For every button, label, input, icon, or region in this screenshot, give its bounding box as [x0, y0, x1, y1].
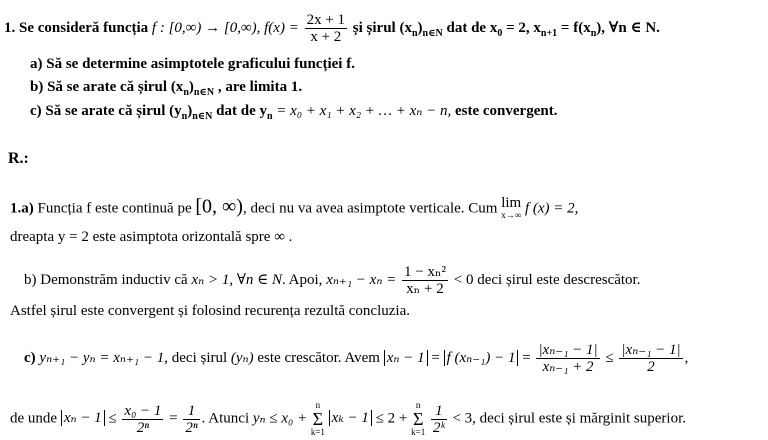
solution-c-comma: , [684, 349, 689, 366]
solution-a-interval: [0, ∞) [195, 195, 243, 218]
solution-a-line-2-text: dreapta y = 2 este asimptota orizontală spre ∞ . [10, 229, 293, 245]
solution-d-y: yₙ ≤ x₀ + [252, 410, 308, 427]
sum-2-sigma: Σ [412, 409, 424, 429]
solution-c-eq-1: = [431, 349, 440, 366]
solution-c-numerator-1: |xₙ₋₁ − 1| [538, 342, 598, 358]
subpoint-a-text: a) Să se determine asimptotele graficului funcției f. [30, 56, 355, 72]
solution-b-denominator: xₙ + 2 [406, 281, 444, 297]
sum-operator-2 [411, 400, 425, 438]
solution-b-inequality: xₙ > 1, ∀n ∈ N [191, 271, 282, 288]
function-denominator: x + 2 [310, 29, 342, 45]
solution-c-expression: yₙ₊₁ − yₙ = xₙ₊₁ − 1 [39, 349, 165, 366]
recurrence-sub: n+1 [540, 27, 558, 39]
sum-operator-1 [311, 400, 325, 438]
solution-d-numerator-2: 1 [183, 403, 199, 420]
solution-d-numerator-3: 1 [431, 403, 447, 420]
sequence-subset: n∈N [422, 27, 443, 39]
solution-b-text-2: . Apoi, [282, 271, 323, 288]
solution-d-denominator-2: 2ⁿ [185, 419, 198, 436]
subpoint-b-end: , are limita 1. [217, 79, 303, 95]
solution-c-fraction-1 [536, 342, 599, 375]
solution-c-line [24, 342, 688, 375]
solution-b-text-1: b) Demonstrăm inductiv că [24, 271, 188, 288]
sequence-text: și șirul (x [352, 19, 412, 36]
subpoint-c-label: c) Să se arate că șirul (y [30, 103, 182, 119]
solution-d-eq: = [169, 410, 178, 427]
subpoint-b-subset: n∈N [193, 87, 215, 98]
limit-under: x→∞ [501, 210, 522, 220]
sum-1-top: n [315, 400, 321, 410]
solution-d-numerator-1: x₀ − 1 [124, 402, 162, 419]
limit-text: lim [501, 195, 522, 211]
solution-b-line-2-text: Astfel șirul este convergent și folosind recurența rezultă concluzia. [10, 303, 410, 319]
sum-1-bottom: k=1 [310, 427, 325, 437]
sum-2-bottom: k=1 [411, 427, 426, 437]
solution-d-text-3: , deci șirul este și mărginit superior. [472, 410, 687, 427]
solution-d-lt: < 3 [452, 410, 473, 427]
solution-d-text-2: . Atunci [201, 410, 250, 427]
solution-a-line-1 [10, 197, 578, 221]
solution-c-eq-2: = [522, 349, 531, 366]
solution-a-prefix: 1.a) [10, 200, 34, 217]
subpoint-c-mid: dat de y [216, 103, 267, 119]
solution-b-text-3: < 0 deci șirul este descrescător. [453, 271, 641, 288]
solution-d-le-2: ≤ 2 + [375, 410, 408, 427]
solution-c-fraction-2 [619, 342, 682, 375]
solution-b-line-1 [24, 264, 640, 297]
solution-c-abs-2: f (xₙ₋₁) − 1 [444, 350, 519, 366]
given-text: dat de x [446, 19, 498, 36]
solution-c-sequence: (yₙ) [230, 349, 254, 366]
subpoint-a [30, 55, 355, 73]
solution-c-denominator-2: 2 [647, 359, 655, 375]
subpoint-b-label: b) Să se arate că șirul (x [30, 79, 184, 95]
solution-b-fraction [402, 264, 448, 297]
solution-d-abs: xₙ − 1 [61, 410, 105, 426]
solution-c-prefix: c) [24, 349, 36, 366]
solution-a-text-1: Funcția f este continuă pe [37, 200, 192, 217]
sum-1-sigma: Σ [312, 409, 324, 429]
solution-c-denominator-1: xₙ₋₁ + 2 [542, 359, 594, 375]
solution-c-numerator-2: |xₙ₋₁ − 1| [621, 342, 681, 358]
solution-d-fraction-3 [431, 403, 447, 436]
subpoint-c-subset: n∈N [192, 111, 213, 122]
solution-d-text-1: de unde [10, 410, 58, 427]
solution-d-abs-2: xₖ − 1 [329, 410, 372, 426]
subpoint-c-formula: = x₀ + x₁ + x₂ + … + xₙ − n, [276, 103, 452, 119]
function-numerator: 2x + 1 [306, 12, 346, 28]
recurrence-sub-2: n [590, 27, 597, 39]
recurrence-text: = 2, x [506, 19, 541, 36]
solution-d-line [10, 400, 686, 438]
solution-c-text-2: este crescător. Avem [257, 349, 380, 366]
function-definition: f : [0,∞) → [0,∞), f(x) = [151, 19, 299, 36]
subpoint-c-end: este convergent. [454, 103, 558, 119]
solution-c-abs-1: xₙ − 1 [384, 350, 428, 366]
solution-b-numerator: 1 − xₙ² [404, 264, 446, 280]
solution-a-text-3: f (x) = 2, [524, 200, 579, 217]
problem-number: 1. [4, 19, 16, 36]
problem-line-1: 1. Se consideră funcția f : [0,∞) → [0,∞), f(x) = $\frac{2x + 1}{x + 2}$ și șirul $(x_n)_{n\in N}$ dat de $x_0 = 2$, $x_{n+1} = f(x_n)$, ∀n ∈ N. [4, 12, 660, 45]
subpoint-c: c) Să se arate că șirul $(y_n)_{n\in N}$ dat de $y_n = x_0 + x_1 + x_2$ + … + xₙ − n, este convergent. [30, 103, 558, 122]
subpoint-b-sub: n [183, 87, 189, 98]
solution-d-denominator-1: 2ⁿ [136, 419, 150, 436]
limit-operator [501, 197, 521, 221]
solution-d-le: ≤ [108, 410, 117, 427]
problem-intro: Se consideră funcția [19, 19, 149, 36]
solution-c-text-1: , deci șirul [164, 349, 228, 366]
sum-2-top: n [415, 400, 421, 410]
answer-label: R.: [8, 150, 29, 167]
solution-b-line-2 [10, 302, 410, 320]
solution-d-fraction-2 [183, 403, 199, 436]
solution-c-le: ≤ [605, 349, 614, 366]
solution-b-difference: xₙ₊₁ − xₙ = [326, 271, 397, 288]
recurrence-rest: = f(x [560, 19, 591, 36]
subpoint-c-sub: n [181, 111, 188, 122]
function-fraction [305, 12, 347, 45]
solution-d-denominator-3: 2ᵏ [432, 419, 445, 436]
solution-d-fraction-1 [122, 403, 163, 436]
x0-sub: 0 [497, 27, 503, 39]
subpoint-b: b) Să se arate că șirul $(x_n)_{n\in N}$ , are limita 1. [30, 79, 303, 98]
recurrence-end: ), ∀n ∈ N. [596, 19, 660, 36]
solution-a-line-2 [10, 228, 292, 246]
solution-a-text-2: , deci nu va avea asimptote verticale. Cum [242, 200, 498, 217]
sequence-sub: n [411, 27, 418, 39]
